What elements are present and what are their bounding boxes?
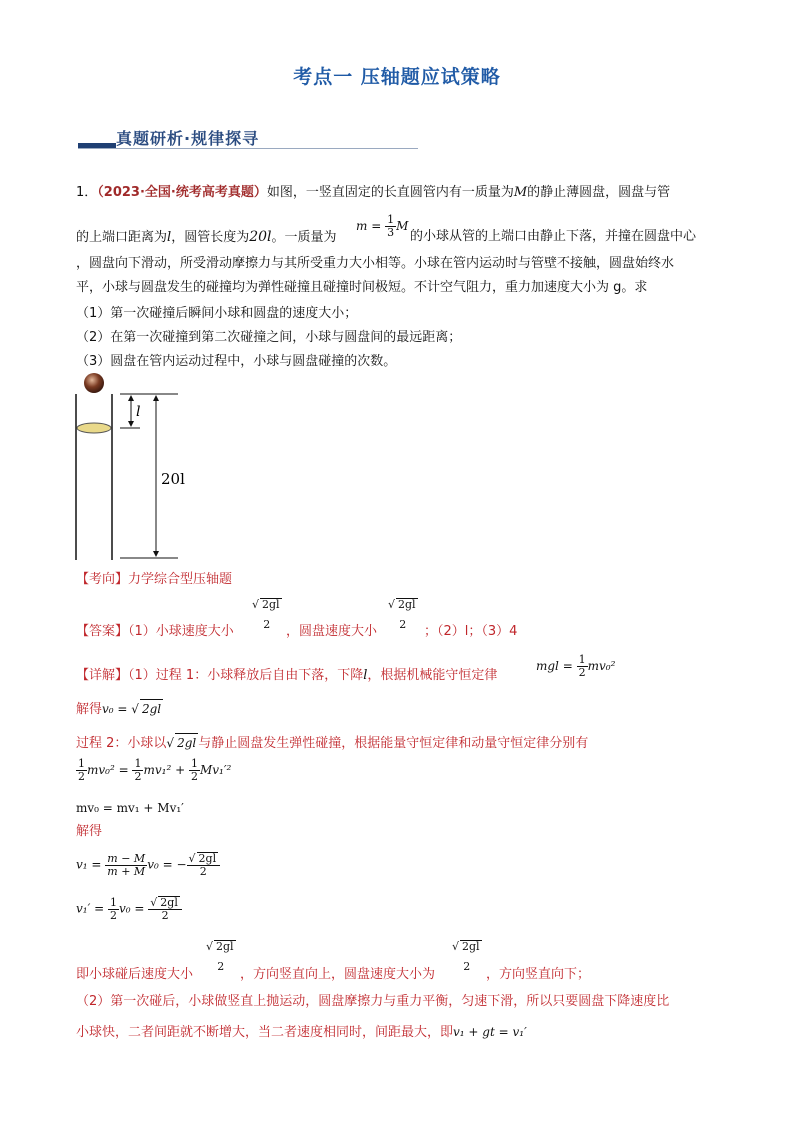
label-20l: 20l bbox=[161, 470, 185, 488]
var-l: l bbox=[167, 230, 172, 245]
frac-den: 2 bbox=[110, 908, 117, 922]
question-text: 如图，一竖直固定的长直圆管内有一质量为 bbox=[266, 185, 514, 200]
var-M: M bbox=[513, 185, 528, 200]
subquestion-3: （3）圆盘在管内运动过程中，小球与圆盘碰撞的次数。 bbox=[76, 354, 397, 369]
frac-den: 2 bbox=[217, 960, 225, 973]
question-line-2-tail: 的小球从管的上端口由静止下落，并撞在圆盘中心 bbox=[410, 229, 697, 244]
question-line-2 bbox=[76, 228, 337, 247]
page-title: 考点一 压轴题应试策略 bbox=[293, 66, 501, 88]
answer-text-3: ；（2）l；（3）4 bbox=[424, 624, 518, 639]
arrowhead bbox=[153, 551, 159, 557]
section-banner bbox=[78, 126, 418, 150]
frac-den: 2 bbox=[148, 909, 182, 922]
arrowhead bbox=[128, 395, 134, 401]
frac-den: 2 bbox=[190, 770, 198, 783]
question-line-4: 平，小球与圆盘发生的碰撞均为弹性碰撞且碰撞时间极短。不计空气阻力，重力加速度大小为 g。求 bbox=[76, 280, 648, 295]
frac-num: 1 bbox=[134, 757, 142, 770]
answer-text: （1）小球速度大小 bbox=[128, 624, 234, 639]
sqrt-arg: 2gl bbox=[398, 598, 416, 611]
eq-v1-prime: v₁′ = $\frac{1}{2}$ v₀ = $\frac{√ 2gl}{2}$ bbox=[76, 896, 182, 922]
conc-frac-2: √ 2gl 2 bbox=[450, 940, 484, 973]
frac-den: m + M bbox=[107, 864, 146, 878]
frac-den: 2 bbox=[187, 865, 221, 878]
solve-label-2: 解得 bbox=[76, 824, 103, 839]
solve-v0: 解得v₀ = √ 2gl bbox=[76, 699, 163, 719]
part2-line-2 bbox=[76, 1023, 527, 1042]
frac-num: m − M bbox=[107, 851, 146, 865]
frac-num: 1 bbox=[110, 895, 117, 909]
eq-lhs: mgl = bbox=[536, 659, 577, 673]
conclusion-line-3: ，方向竖直向下； bbox=[486, 967, 591, 982]
frac-den: 2 bbox=[134, 770, 142, 783]
detail-text: （1）过程 1：小球释放后自由下落，下降 bbox=[128, 668, 364, 683]
frac-den: 2 bbox=[78, 770, 85, 783]
eq-momentum: mv₀ = mv₁ + Mv₁′ bbox=[76, 801, 184, 815]
subquestion-2: （2）在第一次碰撞到第二次碰撞之间，小球与圆盘间的最远距离； bbox=[76, 330, 462, 345]
var-l: l bbox=[363, 668, 368, 683]
question-text: 的上端口距离为 bbox=[76, 230, 168, 245]
question-text: 的静止薄圆盘，圆盘与管 bbox=[527, 185, 671, 200]
sqrt-arg: 2gl bbox=[262, 598, 280, 611]
kaoxiang-line bbox=[76, 571, 232, 589]
detail-line-process2: 过程 2：小球以√ 2gl 与静止圆盘发生弹性碰撞，根据能量守恒定律和动量守恒定律分别有 bbox=[76, 733, 588, 753]
subquestion-1: （1）第一次碰撞后瞬间小球和圆盘的速度大小； bbox=[76, 306, 358, 321]
frac-den: 2 bbox=[463, 960, 471, 973]
eq-part: mv₀² = bbox=[87, 763, 133, 777]
eq-energy bbox=[536, 654, 615, 679]
kaoxiang-text: 力学综合型压轴题 bbox=[128, 572, 233, 587]
eq-rhs: mv₀² bbox=[587, 659, 616, 673]
question-text: 。一质量为 bbox=[271, 230, 337, 245]
var-20l: 20l bbox=[249, 229, 272, 245]
detail-text: 小球快，二者间距就不断增大，当二者速度相同时，间距最大，即 bbox=[76, 1025, 454, 1040]
eq-energy-conservation bbox=[76, 758, 231, 783]
detail-text: ，根据机械能守恒定律 bbox=[367, 668, 498, 683]
answer-text-2: ，圆盘速度大小 bbox=[286, 624, 378, 639]
eq-velocity-equal: v₁ + gt = v₁′ bbox=[453, 1025, 527, 1039]
eq-part: mv₁² + bbox=[143, 763, 189, 777]
sqrt-arg: 2gl bbox=[462, 940, 480, 953]
question-source: （2023·全国·统考高考真题） bbox=[97, 185, 267, 200]
answer-tag: 【答案】 bbox=[76, 624, 129, 639]
frac-den: 2 bbox=[578, 666, 586, 679]
conclusion-line-2: ，方向竖直向上，圆盘速度大小为 bbox=[240, 967, 436, 982]
frac-den: 2 bbox=[263, 618, 271, 631]
frac-num: 1 bbox=[387, 213, 395, 226]
solve-label: 解得 bbox=[76, 702, 103, 717]
eq-part: v₀ = − bbox=[147, 857, 187, 872]
frac-den: 2 bbox=[399, 618, 407, 631]
section-label: 真题研析·规律探寻 bbox=[116, 129, 260, 148]
frac-num: 1 bbox=[78, 757, 85, 770]
sqrt-arg: 2gl bbox=[216, 940, 234, 953]
mass-lhs: m = bbox=[356, 219, 386, 233]
ball bbox=[84, 373, 104, 393]
sqrt-arg: 2gl bbox=[175, 733, 198, 752]
answer-frac-1: √ 2gl 2 bbox=[250, 598, 284, 631]
frac-num: 1 bbox=[190, 757, 198, 770]
detail-line-1 bbox=[76, 667, 497, 685]
question-number: 1． bbox=[76, 185, 98, 200]
mass-expression bbox=[356, 214, 408, 239]
arrowhead bbox=[128, 421, 134, 427]
answer-line bbox=[76, 623, 234, 641]
eq-part: v₀ = bbox=[119, 901, 149, 916]
question-line-1 bbox=[76, 184, 670, 202]
conclusion-line-1: 即小球碰后速度大小 bbox=[76, 967, 194, 982]
v0-lhs: v₀ = bbox=[102, 702, 132, 716]
eq-part: Mv₁′² bbox=[199, 763, 232, 777]
eq-part: v₁′ = bbox=[76, 901, 108, 916]
sqrt-arg: 2gl bbox=[160, 896, 178, 909]
detail-text: 与静止圆盘发生弹性碰撞，根据能量守恒定律和动量守恒定律分别有 bbox=[198, 736, 589, 751]
eq-v1: v₁ = $\frac{m - M}{m + M}$ v₀ = − $\frac{√ 2gl}{2}$ bbox=[76, 852, 220, 878]
kaoxiang-tag: 【考向】 bbox=[76, 572, 129, 587]
detail-text: 过程 2：小球以 bbox=[76, 736, 167, 751]
sqrt-arg: 2gl bbox=[198, 852, 217, 865]
banner-divider bbox=[78, 148, 418, 149]
sqrt-arg: 2gl bbox=[140, 699, 163, 718]
mass-fraction bbox=[385, 214, 396, 239]
frac-num: 1 bbox=[578, 653, 586, 666]
conc-frac-1: √ 2gl 2 bbox=[204, 940, 238, 973]
frac-den: 3 bbox=[387, 226, 395, 239]
mass-M: M bbox=[396, 219, 409, 233]
arrowhead bbox=[153, 395, 159, 401]
disk bbox=[77, 423, 111, 433]
answer-frac-2: √ 2gl 2 bbox=[386, 598, 420, 631]
detail-tag: 【详解】 bbox=[76, 668, 129, 683]
question-text: ，圆管长度为 bbox=[171, 230, 250, 245]
label-l: l bbox=[136, 404, 141, 420]
tube-figure bbox=[70, 370, 200, 565]
part2-line-1: （2）第一次碰后，小球做竖直上抛运动，圆盘摩擦力与重力平衡，匀速下滑，所以只要圆盘下降速度比 bbox=[76, 994, 670, 1009]
question-line-3: ，圆盘向下滑动，所受滑动摩擦力与其所受重力大小相等。小球在管内运动时与管壁不接触，圆盘始终水 bbox=[76, 256, 675, 271]
eq-part: v₁ = bbox=[76, 857, 106, 872]
